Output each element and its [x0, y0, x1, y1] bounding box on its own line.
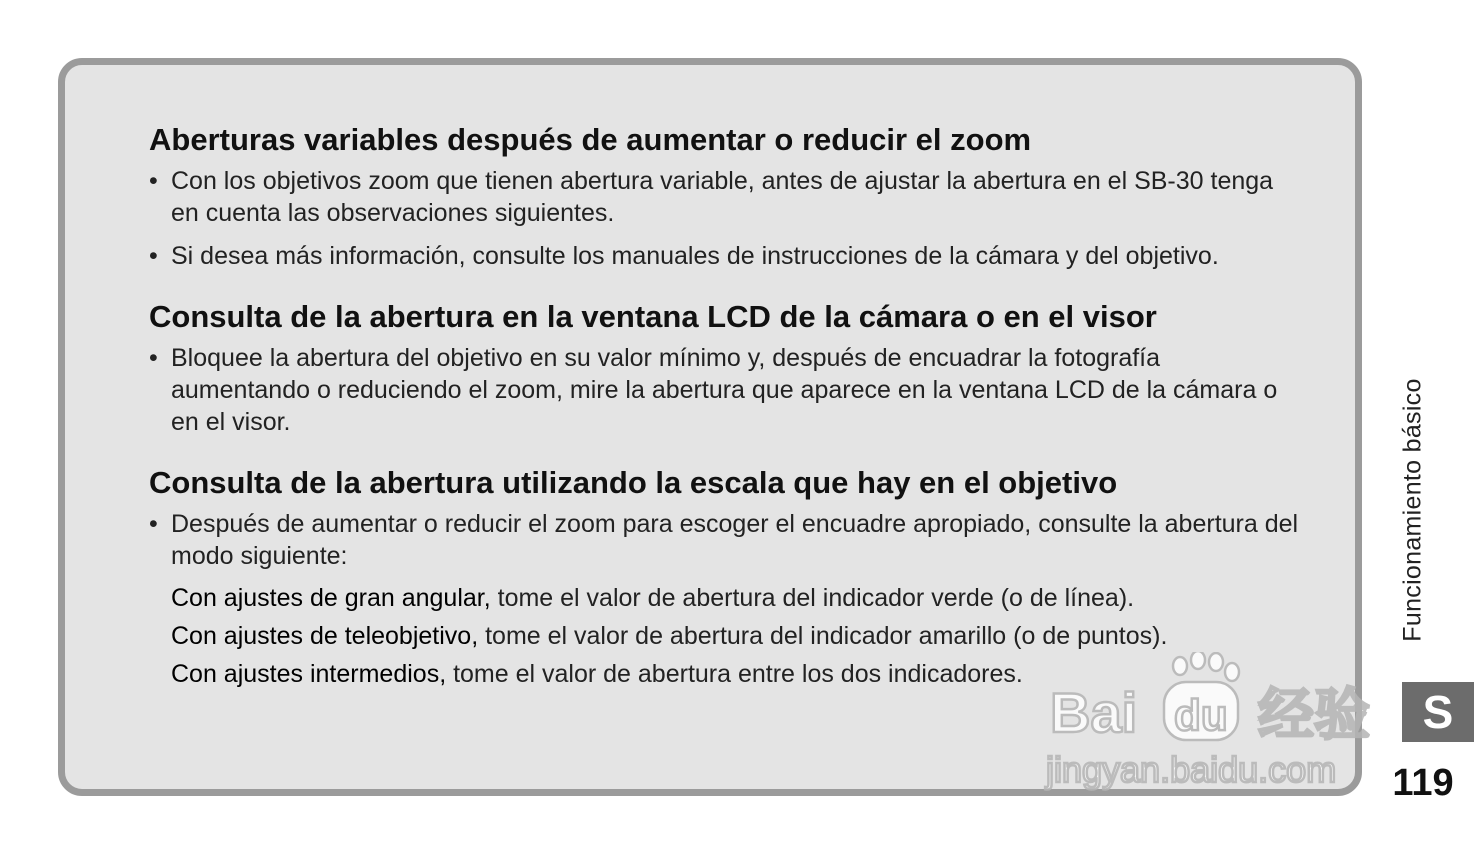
- bullet-text: Con los objetivos zoom que tienen abertura variable, antes de ajustar la abertura en el SB-30 tenga en cuenta las observaciones siguientes.: [171, 167, 1274, 227]
- instruction-text: tome el valor de abertura del indicador amarillo (o de puntos).: [478, 622, 1168, 650]
- bullet-item: [149, 342, 1299, 438]
- panel-content: [149, 121, 1299, 716]
- paw-icon: [1173, 652, 1239, 681]
- bullet-text: Después de aumentar o reducir el zoom para escoger el encuadre apropiado, consulte la abertura del modo siguiente:: [171, 510, 1299, 570]
- instruction-line: [171, 583, 1299, 614]
- section-lcd-check: [149, 298, 1299, 438]
- instruction-text: tome el valor de abertura entre los dos indicadores.: [446, 660, 1023, 688]
- instruction-text: tome el valor de abertura del indicador verde (o de línea).: [490, 584, 1135, 612]
- svg-text:Bai: Bai: [1050, 681, 1138, 744]
- instruction-lead: Con ajustes intermedios,: [171, 660, 447, 688]
- bullet-item: [149, 240, 1299, 272]
- bullet-item: [149, 508, 1299, 572]
- section-heading: Aberturas variables después de aumentar o reducir el zoom: [149, 122, 1032, 157]
- section-tab: S: [1402, 682, 1474, 742]
- instruction-lead: Con ajustes de teleobjetivo,: [171, 622, 479, 650]
- baidu-watermark: [1040, 652, 1390, 802]
- svg-text:du: du: [1174, 691, 1228, 740]
- bullet-item: [149, 165, 1299, 229]
- section-variable-apertures: [149, 121, 1299, 272]
- chapter-label: [1395, 360, 1431, 660]
- svg-text:jingyan.baidu.com: jingyan.baidu.com: [1046, 749, 1337, 790]
- chapter-label-text: Funcionamiento básico: [1398, 378, 1427, 642]
- bullet-dot: •: [149, 344, 158, 372]
- section-heading: Consulta de la abertura utilizando la escala que hay en el objetivo: [149, 465, 1118, 500]
- bullet-text: Si desea más información, consulte los manuales de instrucciones de la cámara y del objetivo.: [171, 242, 1219, 270]
- page-number: 119: [1392, 762, 1454, 804]
- bullet-dot: •: [149, 242, 158, 270]
- section-heading: Consulta de la abertura en la ventana LCD de la cámara o en el visor: [149, 299, 1157, 334]
- instruction-lead: Con ajustes de gran angular,: [171, 584, 491, 612]
- bullet-dot: •: [149, 167, 158, 195]
- instruction-line: [171, 621, 1299, 652]
- bullet-dot: •: [149, 510, 158, 538]
- bullet-text: Bloquee la abertura del objetivo en su valor mínimo y, después de encuadrar la fotografía aumentando o reduciendo el zoom, mire la abertura que aparece en la ventana LCD de la cámara o en el visor.: [171, 344, 1278, 436]
- svg-text:经验: 经验: [1258, 683, 1370, 746]
